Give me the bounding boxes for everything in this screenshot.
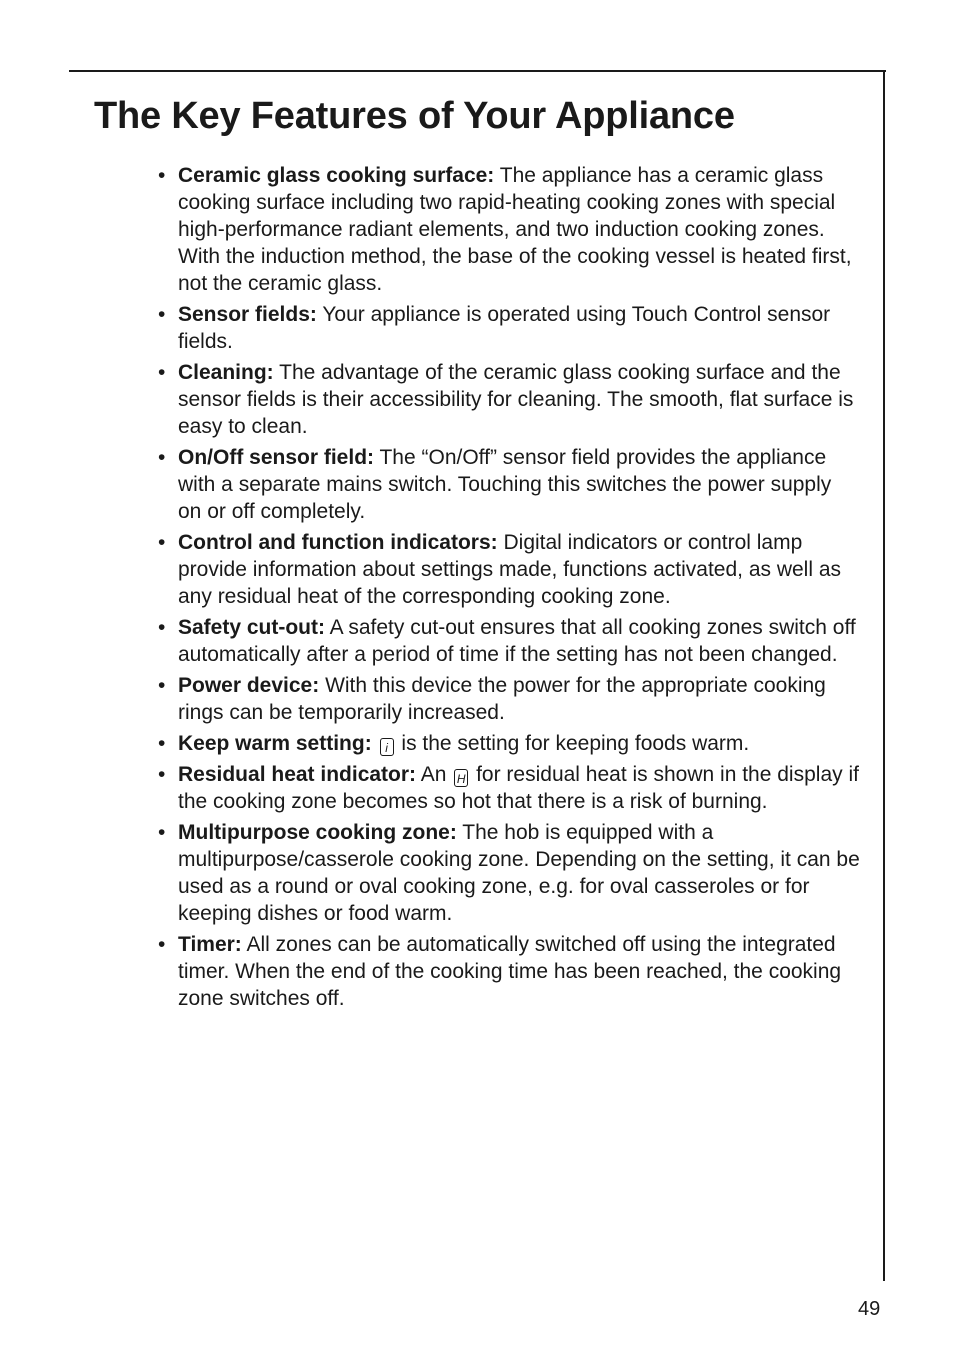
bullet: • <box>158 531 166 554</box>
feature-text-before: An <box>416 763 453 786</box>
feature-indicators <box>158 529 860 610</box>
feature-text: Digital indicators or control lamp provide information about settings made, functions activated, as well as any residual heat of the corresponding cooking zone. <box>178 531 842 608</box>
feature-safety-cut-out <box>158 614 860 668</box>
page-frame-right-rule <box>883 70 885 1281</box>
bullet: • <box>158 164 166 187</box>
feature-text: A safety cut-out ensures that all cooking zones switch off automatically after a period of time if the setting has not been changed. <box>178 616 856 666</box>
features-list <box>158 162 860 1016</box>
feature-text: With this device the power for the appropriate cooking rings can be temporarily increased. <box>178 674 826 724</box>
feature-sensor-fields <box>158 301 860 355</box>
feature-text: for residual heat is shown in the display if the cooking zone becomes so hot that there is a risk of burning. <box>178 763 859 813</box>
feature-term: Timer: <box>178 933 242 956</box>
bullet: • <box>158 821 166 844</box>
feature-text: Your appliance is operated using Touch Control sensor fields. <box>178 303 831 353</box>
feature-term: Control and function indicators: <box>178 531 498 554</box>
feature-residual-heat <box>158 761 860 815</box>
page-number: 49 <box>858 1298 881 1320</box>
feature-term: Cleaning: <box>178 361 274 384</box>
bullet: • <box>158 933 166 956</box>
bullet: • <box>158 763 166 786</box>
bullet: • <box>158 303 166 326</box>
feature-ceramic-glass <box>158 162 860 297</box>
bullet: • <box>158 732 166 755</box>
bullet: • <box>158 361 166 384</box>
feature-text: The “On/Off” sensor field provides the appliance with a separate mains switch. Touching this switches the power supply on or off completely. <box>178 446 832 523</box>
feature-text: The appliance has a ceramic glass cooking surface including two rapid-heating cooking zones with special high-performance radiant elements, and two induction cooking zones. With the induction method, the base of the cooking vessel is heated first, not the ceramic glass. <box>178 164 852 295</box>
feature-term: Ceramic glass cooking surface: <box>178 164 495 187</box>
feature-term: Power device: <box>178 674 320 697</box>
feature-text: The advantage of the ceramic glass cooking surface and the sensor fields is their accessibility for cleaning. The smooth, flat surface is easy to clean. <box>178 361 854 438</box>
bullet: • <box>158 616 166 639</box>
feature-term: Safety cut-out: <box>178 616 325 639</box>
residual-heat-symbol-icon: H <box>454 769 468 787</box>
feature-keep-warm <box>158 730 860 757</box>
feature-term: On/Off sensor field: <box>178 446 375 469</box>
feature-term: Sensor fields: <box>178 303 317 326</box>
feature-power-device <box>158 672 860 726</box>
feature-multipurpose-zone <box>158 819 860 927</box>
feature-term: Multipurpose cooking zone: <box>178 821 457 844</box>
bullet: • <box>158 446 166 469</box>
feature-text: The hob is equipped with a multipurpose/casserole cooking zone. Depending on the setting, it can be used as a round or oval cooking zone, e.g. for oval casseroles or for keeping dishes or food warm. <box>178 821 860 925</box>
feature-timer <box>158 931 860 1012</box>
feature-term: Residual heat indicator: <box>178 763 417 786</box>
keep-warm-symbol-icon: i <box>380 738 394 756</box>
feature-on-off-sensor <box>158 444 860 525</box>
page-title: The Key Features of Your Appliance <box>94 95 735 137</box>
page-frame-top-rule <box>69 70 886 72</box>
feature-text: All zones can be automatically switched off using the integrated timer. When the end of the cooking time has been reached, the cooking zone switches off. <box>178 933 842 1010</box>
feature-cleaning <box>158 359 860 440</box>
feature-term: Keep warm setting: <box>178 732 372 755</box>
feature-text: is the setting for keeping foods warm. <box>395 732 750 755</box>
bullet: • <box>158 674 166 697</box>
